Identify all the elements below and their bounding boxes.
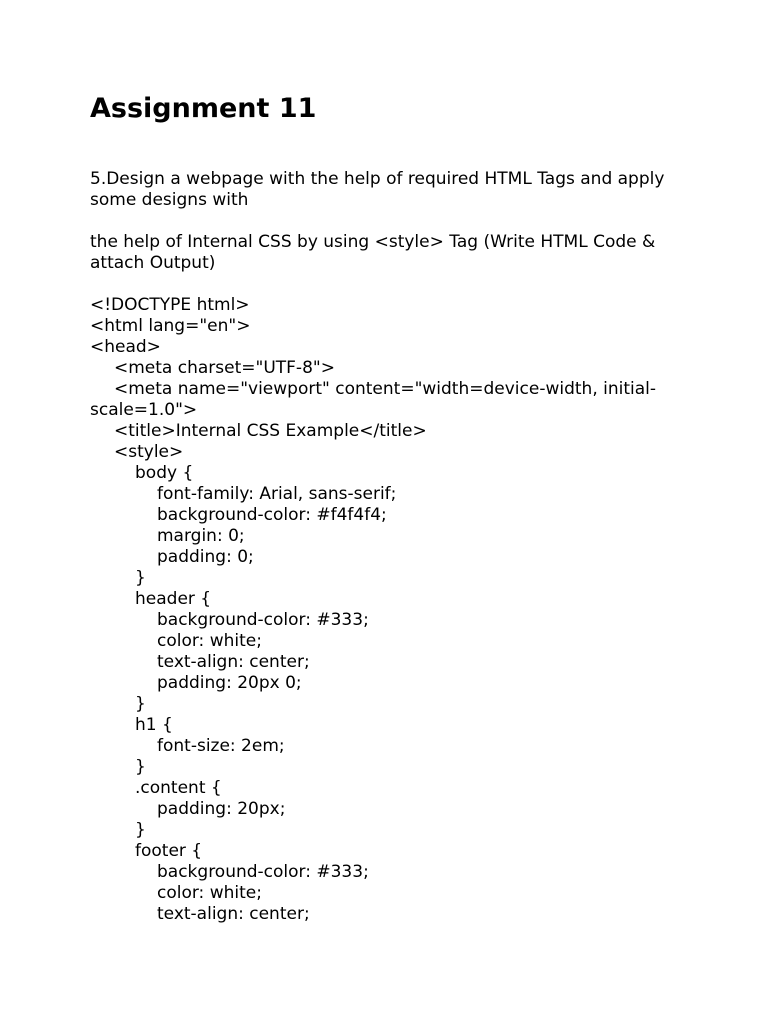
code-line: <meta charset="UTF-8"> [114, 358, 335, 378]
document-title: Assignment 11 [90, 93, 317, 124]
question-text-part-2: the help of Internal CSS by using <style> Tag (Write HTML Code & attach Output) [90, 232, 656, 273]
code-line: h1 { [135, 715, 173, 735]
code-line: padding: 20px 0; [157, 673, 302, 693]
code-line: background-color: #333; [157, 862, 369, 882]
code-line: .content { [135, 778, 222, 798]
code-line: } [135, 568, 146, 588]
code-line: } [135, 757, 146, 777]
code-line: } [135, 694, 146, 714]
code-line: <html lang="en"> [90, 316, 251, 336]
question-text-part-1: 5.Design a webpage with the help of required HTML Tags and apply some designs with [90, 169, 665, 210]
code-line: <!DOCTYPE html> [90, 295, 250, 315]
code-line: margin: 0; [157, 526, 245, 546]
code-line: padding: 20px; [157, 799, 286, 819]
code-line: <title>Internal CSS Example</title> [114, 421, 427, 441]
code-line: background-color: #f4f4f4; [157, 505, 387, 525]
code-line: padding: 0; [157, 547, 254, 567]
code-line: font-size: 2em; [157, 736, 285, 756]
code-line-text: <meta name="viewport" content="width=device-width, initial-scale=1.0"> [90, 379, 657, 420]
code-line: footer { [135, 841, 203, 861]
code-line: } [135, 820, 146, 840]
code-line: <style> [114, 442, 184, 462]
code-line: color: white; [157, 631, 262, 651]
code-line: font-family: Arial, sans-serif; [157, 484, 397, 504]
code-line [90, 379, 690, 421]
code-line: body { [135, 463, 194, 483]
code-line: color: white; [157, 883, 262, 903]
code-line: header { [135, 589, 212, 609]
code-line: text-align: center; [157, 904, 310, 924]
code-line: text-align: center; [157, 652, 310, 672]
code-line: <head> [90, 337, 161, 357]
code-line: background-color: #333; [157, 610, 369, 630]
code-listing [90, 295, 690, 925]
